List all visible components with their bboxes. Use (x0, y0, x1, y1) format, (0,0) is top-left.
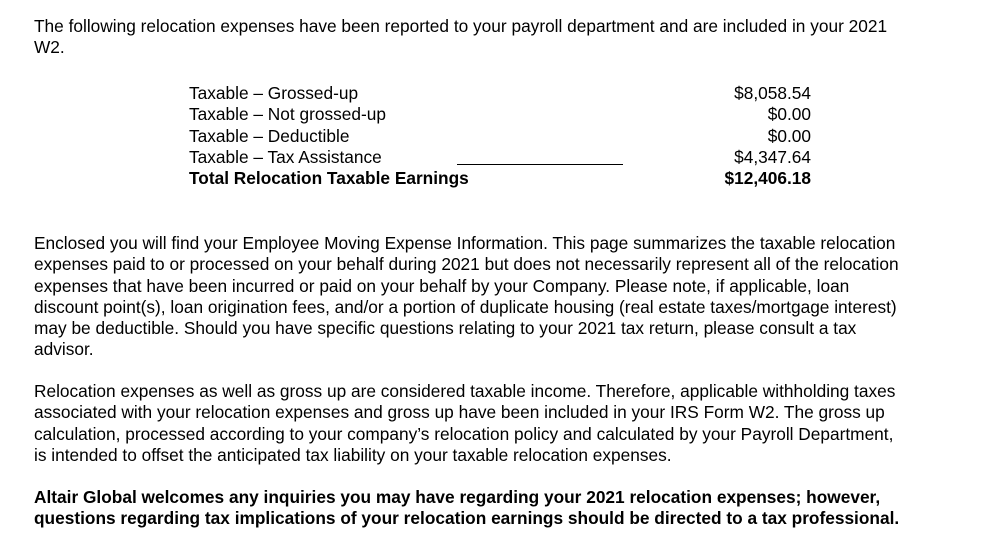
total-label: Total Relocation Taxable Earnings (189, 168, 469, 189)
intro-line: W2. (34, 37, 65, 58)
sum-underline-divider (457, 164, 623, 165)
paragraph-line: calculation, processed according to your company’s relocation policy and calculated by your Payroll Department, (34, 423, 894, 444)
paragraph-line: Enclosed you will find your Employee Moving Expense Information. This page summarizes the taxable relocation (34, 233, 896, 253)
paragraph-line: discount point(s), loan origination fees, and/or a portion of duplicate housing (real estate taxes/mortgage interest) (34, 296, 897, 317)
expense-row-not-grossed-up (189, 104, 811, 125)
intro-paragraph (34, 16, 887, 59)
expense-amount: $0.00 (767, 125, 811, 146)
paragraph-line: questions regarding tax implications of your relocation earnings should be directed to a tax professional. (34, 508, 900, 529)
paragraph-line: is intended to offset the anticipated tax liability on your taxable relocation expenses. (34, 444, 672, 465)
expense-label: Taxable – Not grossed-up (189, 104, 386, 125)
expense-row-deductible (189, 126, 811, 147)
gross-up-paragraph (34, 381, 895, 466)
relocation-expenses-table (189, 83, 811, 189)
moving-expense-info-paragraph (34, 233, 899, 361)
expense-amount: $0.00 (767, 104, 811, 125)
intro-line: The following relocation expenses have been reported to your payroll department and are included in your 2021 (34, 16, 888, 36)
paragraph-line: expenses paid to or processed on your behalf during 2021 but does not necessarily represent all of the relocation (34, 254, 899, 275)
expense-label: Taxable – Tax Assistance (189, 146, 382, 167)
paragraph-line: Relocation expenses as well as gross up are considered taxable income. Therefore, applicable withholding taxes (34, 381, 896, 401)
expense-label: Taxable – Grossed-up (189, 83, 359, 103)
expense-row-total (189, 168, 811, 189)
paragraph-line: expenses that have been incurred or paid on your behalf by your Company. Please note, if applicable, loan (34, 275, 850, 296)
paragraph-line: may be deductible. Should you have specific questions relating to your 2021 tax return, please consult a tax (34, 318, 857, 339)
expense-row-grossed-up (189, 83, 811, 104)
inquiries-notice-paragraph (34, 487, 899, 530)
expense-amount: $8,058.54 (734, 83, 811, 103)
expense-amount: $4,347.64 (734, 146, 811, 167)
expense-label: Taxable – Deductible (189, 125, 350, 146)
total-amount: $12,406.18 (724, 168, 811, 189)
paragraph-line: advisor. (34, 339, 94, 360)
paragraph-line: associated with your relocation expenses and gross up have been included in your IRS Form W2. The gross up (34, 402, 885, 423)
paragraph-line: Altair Global welcomes any inquiries you may have regarding your 2021 relocation expenses; however, (34, 487, 881, 507)
